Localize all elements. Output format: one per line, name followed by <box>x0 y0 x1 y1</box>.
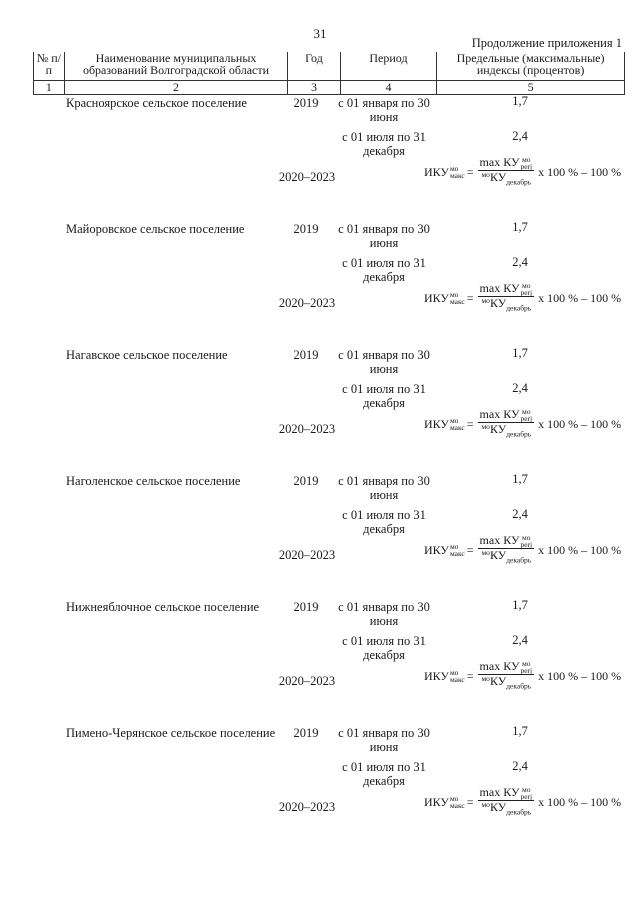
index-formula <box>424 282 621 315</box>
formula-lhs-sub: макс <box>449 423 465 433</box>
formula-den-main: КУ <box>489 170 507 185</box>
formula-lhs-sup: мо <box>449 416 459 426</box>
header-col-name: Наименование муниципальных образований Волгоградской области <box>64 52 287 81</box>
formula-fraction <box>478 156 535 189</box>
formula-lhs-sub: макс <box>449 801 465 811</box>
formula-tail: x 100 % – 100 % <box>538 668 622 683</box>
year-cell: 2019 <box>293 474 319 488</box>
index-value-cell: 1,7 <box>512 472 528 486</box>
period-cell: с 01 июля по 31 декабря <box>342 130 426 158</box>
formula-num-sub: perj <box>520 162 533 172</box>
index-value-cell: 2,4 <box>512 381 528 395</box>
continuation-note: Продолжение приложения 1 <box>471 36 622 50</box>
formula-num-sup: мо <box>522 659 531 669</box>
index-formula <box>424 156 621 189</box>
formula-den-sub: декабрь <box>506 177 532 187</box>
index-value-cell: 1,7 <box>512 220 528 234</box>
municipality-name: Нагавское сельское поселение <box>66 348 228 362</box>
formula-num-sup: мо <box>522 281 531 291</box>
header-num-1: 1 <box>34 81 65 95</box>
formula-den-sub: декабрь <box>506 303 532 313</box>
formula-lhs-sup: мо <box>449 290 459 300</box>
index-value-cell: 1,7 <box>512 598 528 612</box>
period-cell: с 01 января по 30 июня <box>338 726 430 754</box>
formula-lhs-sup: мо <box>449 794 459 804</box>
formula-den-sub: декабрь <box>506 807 532 817</box>
index-value-cell: 2,4 <box>512 507 528 521</box>
year-range-cell: 2020–2023 <box>278 548 336 562</box>
header-col-index: Предельные (максимальные) индексы (процентов) <box>437 52 625 81</box>
index-formula <box>424 660 621 693</box>
formula-den-sup: мо <box>481 800 490 810</box>
formula-den-sup: мо <box>481 422 490 432</box>
index-value-cell: 2,4 <box>512 759 528 773</box>
formula-num-sup: мо <box>522 407 531 417</box>
formula-lhs-main: ИКУ <box>424 794 449 809</box>
formula-lhs <box>424 543 465 558</box>
year-range-cell: 2020–2023 <box>278 296 336 310</box>
formula-lhs <box>424 291 465 306</box>
period-cell: с 01 июля по 31 декабря <box>342 382 426 410</box>
formula-num-main: max КУ <box>479 155 520 169</box>
formula-den-sub: декабрь <box>506 429 532 439</box>
formula-fraction <box>478 534 535 567</box>
index-formula <box>424 408 621 441</box>
municipality-name: Наголенское сельское поселение <box>66 474 241 488</box>
formula-fraction <box>478 660 535 693</box>
formula-tail: x 100 % – 100 % <box>538 416 622 431</box>
period-cell: с 01 января по 30 июня <box>338 348 430 376</box>
formula-num-main: max КУ <box>479 785 520 799</box>
formula-fraction <box>478 786 535 819</box>
equals-sign: = <box>466 164 474 179</box>
formula-lhs <box>424 669 465 684</box>
header-num-2: 2 <box>64 81 287 95</box>
header-num-5: 5 <box>437 81 625 95</box>
formula-num-main: max КУ <box>479 659 520 673</box>
formula-lhs <box>424 417 465 432</box>
equals-sign: = <box>466 668 474 683</box>
formula-fraction <box>478 282 535 315</box>
formula-lhs-sub: макс <box>449 549 465 559</box>
formula-num-sup: мо <box>522 533 531 543</box>
formula-den-sup: мо <box>481 548 490 558</box>
equals-sign: = <box>466 542 474 557</box>
year-range-cell: 2020–2023 <box>278 422 336 436</box>
formula-tail: x 100 % – 100 % <box>538 164 622 179</box>
municipality-name: Красноярское сельское поселение <box>66 96 247 110</box>
formula-lhs-sub: макс <box>449 171 465 181</box>
formula-lhs-sup: мо <box>449 668 459 678</box>
formula-num-sub: perj <box>520 792 533 802</box>
formula-lhs-sup: мо <box>449 164 459 174</box>
formula-fraction <box>478 408 535 441</box>
period-cell: с 01 июля по 31 декабря <box>342 760 426 788</box>
index-value-cell: 1,7 <box>512 346 528 360</box>
municipality-name: Нижнеяблочное сельское поселение <box>66 600 260 614</box>
formula-den-sub: декабрь <box>506 555 532 565</box>
index-value-cell: 1,7 <box>512 724 528 738</box>
formula-den-sub: декабрь <box>506 681 532 691</box>
formula-den-sup: мо <box>481 170 490 180</box>
formula-num-main: max КУ <box>479 533 520 547</box>
formula-lhs-sub: макс <box>449 297 465 307</box>
year-cell: 2019 <box>293 726 319 740</box>
period-cell: с 01 июля по 31 декабря <box>342 508 426 536</box>
formula-den-main: КУ <box>489 548 507 563</box>
index-value-cell: 1,7 <box>512 94 528 108</box>
period-cell: с 01 января по 30 июня <box>338 222 430 250</box>
formula-den-main: КУ <box>489 800 507 815</box>
year-cell: 2019 <box>293 222 319 236</box>
formula-den-main: КУ <box>489 674 507 689</box>
year-cell: 2019 <box>293 96 319 110</box>
formula-num-sup: мо <box>522 155 531 165</box>
formula-lhs-main: ИКУ <box>424 416 449 431</box>
formula-lhs-sup: мо <box>449 542 459 552</box>
formula-lhs <box>424 795 465 810</box>
formula-lhs-main: ИКУ <box>424 164 449 179</box>
formula-num-sup: мо <box>522 785 531 795</box>
year-range-cell: 2020–2023 <box>278 170 336 184</box>
formula-tail: x 100 % – 100 % <box>538 542 622 557</box>
period-cell: с 01 января по 30 июня <box>338 96 430 124</box>
formula-lhs-main: ИКУ <box>424 668 449 683</box>
formula-tail: x 100 % – 100 % <box>538 794 622 809</box>
formula-lhs-main: ИКУ <box>424 542 449 557</box>
index-formula <box>424 786 621 819</box>
formula-num-sub: perj <box>520 666 533 676</box>
formula-lhs <box>424 165 465 180</box>
index-formula <box>424 534 621 567</box>
formula-den-main: КУ <box>489 296 507 311</box>
period-cell: с 01 января по 30 июня <box>338 600 430 628</box>
table-header <box>33 52 625 95</box>
period-cell: с 01 января по 30 июня <box>338 474 430 502</box>
header-col-year: Год <box>288 52 341 81</box>
period-cell: с 01 июля по 31 декабря <box>342 256 426 284</box>
year-cell: 2019 <box>293 600 319 614</box>
municipality-name: Пимено-Черянское сельское поселение <box>66 726 276 740</box>
formula-num-main: max КУ <box>479 407 520 421</box>
header-col-period: Период <box>340 52 436 81</box>
equals-sign: = <box>466 416 474 431</box>
index-value-cell: 2,4 <box>512 633 528 647</box>
year-range-cell: 2020–2023 <box>278 800 336 814</box>
year-range-cell: 2020–2023 <box>278 674 336 688</box>
municipality-name: Майоровское сельское поселение <box>66 222 245 236</box>
formula-num-sub: perj <box>520 288 533 298</box>
formula-lhs-sub: макс <box>449 675 465 685</box>
formula-num-main: max КУ <box>479 281 520 295</box>
header-num-3: 3 <box>288 81 341 95</box>
year-cell: 2019 <box>293 348 319 362</box>
header-col-number: № п/п <box>34 52 65 81</box>
period-cell: с 01 июля по 31 декабря <box>342 634 426 662</box>
formula-den-sup: мо <box>481 674 490 684</box>
index-value-cell: 2,4 <box>512 255 528 269</box>
formula-lhs-main: ИКУ <box>424 290 449 305</box>
header-num-4: 4 <box>340 81 436 95</box>
page-number: 31 <box>313 26 327 41</box>
equals-sign: = <box>466 290 474 305</box>
formula-num-sub: perj <box>520 540 533 550</box>
equals-sign: = <box>466 794 474 809</box>
formula-den-sup: мо <box>481 296 490 306</box>
formula-den-main: КУ <box>489 422 507 437</box>
formula-tail: x 100 % – 100 % <box>538 290 622 305</box>
formula-num-sub: perj <box>520 414 533 424</box>
index-value-cell: 2,4 <box>512 129 528 143</box>
